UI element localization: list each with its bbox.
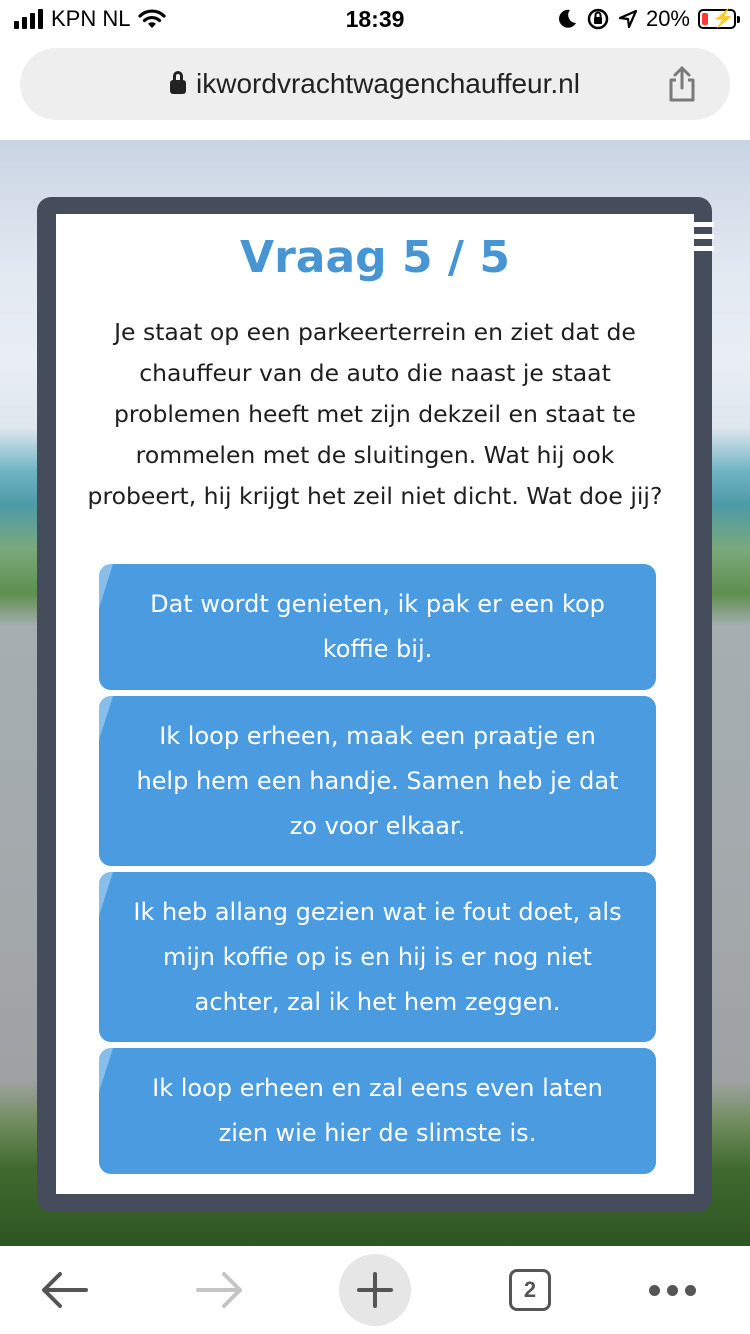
back-button[interactable] xyxy=(28,1254,100,1326)
clock: 18:39 xyxy=(345,6,405,32)
address-bar[interactable] xyxy=(20,48,730,120)
answer-button-2[interactable] xyxy=(99,696,656,866)
answer-button-1[interactable] xyxy=(99,564,656,690)
forward-arrow-icon xyxy=(194,1270,246,1310)
answer-button-3[interactable] xyxy=(99,872,656,1042)
charging-bolt-icon: ⚡ xyxy=(712,8,735,28)
answer-button-4[interactable] xyxy=(99,1048,656,1174)
carrier-name: KPN NL xyxy=(51,6,131,31)
share-icon[interactable] xyxy=(662,64,702,104)
answer-label: Ik loop erheen, maak een praatje en help hem een handje. Samen heb je dat zo voor elkaar. xyxy=(136,721,619,840)
url-text[interactable]: ikwordvrachtwagenchauffeur.nl xyxy=(196,68,580,99)
battery-level xyxy=(702,13,708,25)
answer-label: Ik loop erheen en zal eens even laten zien wie hier de slimste is. xyxy=(152,1074,603,1147)
more-dots-icon xyxy=(649,1285,696,1296)
more-button[interactable] xyxy=(636,1254,708,1326)
status-bar xyxy=(0,0,750,40)
question-title: Vraag 5 / 5 xyxy=(240,232,510,283)
menu-icon[interactable] xyxy=(694,222,714,256)
orientation-lock-icon xyxy=(586,7,610,31)
tab-count: 2 xyxy=(523,1277,537,1302)
battery-icon xyxy=(698,9,736,29)
browser-toolbar xyxy=(0,1246,750,1334)
moon-icon xyxy=(556,8,578,30)
tabs-icon xyxy=(509,1269,551,1311)
status-right xyxy=(556,6,736,32)
lock-icon xyxy=(170,80,186,94)
new-tab-button[interactable] xyxy=(339,1254,411,1326)
address-bar-area xyxy=(0,40,750,140)
back-arrow-icon xyxy=(38,1270,90,1310)
location-icon xyxy=(618,9,638,29)
answer-label: Dat wordt genieten, ik pak er een kop koffie bij. xyxy=(150,590,605,663)
plus-icon xyxy=(357,1272,393,1308)
battery-percent: 20% xyxy=(645,6,690,31)
plus-button-bg xyxy=(339,1254,411,1326)
tabs-button[interactable] xyxy=(494,1254,566,1326)
question-text: Je staat op een parkeerterrein en ziet dat de chauffeur van de auto die naast je staat problemen heeft met zijn dekzeil en staat te rommelen met de sluitingen. Wat hij ook probeert, hij krijgt het zeil niet dicht. Wat doe jij? xyxy=(87,318,663,510)
answer-label: Ik heb allang gezien wat ie fout doet, als mijn koffie op is en hij is er nog niet achter, zal ik het hem zeggen. xyxy=(133,897,622,1016)
forward-button[interactable] xyxy=(184,1254,256,1326)
